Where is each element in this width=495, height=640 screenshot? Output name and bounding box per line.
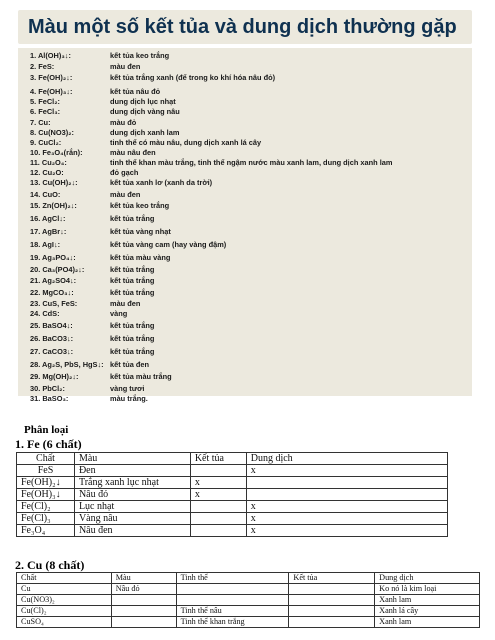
item-description: dung dịch xanh lam: [110, 128, 180, 137]
item-description: kết tủa màu vàng: [110, 253, 171, 262]
table-cell: x: [246, 525, 447, 537]
table-cell: [190, 513, 246, 525]
table-cell: Fe(Cl)₂: [17, 501, 75, 513]
table-row: [17, 489, 448, 501]
item-description: màu đỏ: [110, 118, 137, 127]
table-cell: [289, 595, 375, 606]
cu-table: [16, 572, 480, 628]
table-row: [17, 465, 448, 477]
title-banner: [18, 10, 472, 44]
item-formula: 21. Ag₂SO4↓:: [30, 276, 77, 285]
table-cell: x: [190, 477, 246, 489]
item-description: kết tủa trắng: [110, 214, 155, 223]
item-description: màu đen: [110, 61, 141, 71]
item-formula: 27. CaCO3↓:: [30, 346, 74, 356]
table-cell: Xanh lam: [375, 595, 480, 606]
item-formula: 18. AgI↓:: [30, 240, 61, 249]
item-formula: 30. PbCl₂:: [30, 384, 65, 393]
item-formula: 5. FeCl₂:: [30, 97, 60, 106]
table-cell: x: [246, 465, 447, 477]
table-row: [17, 606, 480, 617]
table-cell: Nâu đỏ: [111, 584, 176, 595]
item-description: vàng: [110, 308, 128, 318]
item-description: kết tủa xanh lơ (xanh da trời): [110, 177, 213, 187]
classification-heading: Phân loại: [24, 424, 69, 436]
item-formula: 17. AgBr↓:: [30, 227, 67, 236]
table-cell: Fe(OH)₂↓: [17, 477, 75, 489]
table-cell: Xanh lam: [375, 617, 480, 628]
fe-table: [16, 452, 448, 537]
header-cell: Dung dịch: [246, 453, 447, 465]
item-formula: 15. Zn(OH)₂↓:: [30, 201, 77, 210]
item-formula: 16. AgCl↓:: [30, 214, 66, 223]
item-description: kết tủa trắng: [110, 288, 155, 297]
header-cell: Dung dịch: [375, 573, 480, 584]
item-formula: 19. Ag₃PO₄↓:: [30, 253, 76, 262]
table-cell: Tinh thể nâu: [176, 606, 289, 617]
table-row: [17, 501, 448, 513]
table-row: [17, 477, 448, 489]
item-description: màu đen: [110, 189, 141, 199]
header-cell: Chất: [17, 573, 112, 584]
table-cell: [111, 617, 176, 628]
table-cell: [246, 477, 447, 489]
item-description: kết tủa màu trắng: [110, 372, 172, 381]
fe-section-heading: 1. Fe (6 chất): [15, 437, 82, 451]
table-cell: [190, 465, 246, 477]
table-cell: [190, 525, 246, 537]
item-formula: 4. Fe(OH)₃↓:: [30, 87, 73, 96]
table-cell: Nâu đen: [74, 525, 190, 537]
table-cell: Cu: [17, 584, 112, 595]
item-formula: 25. BaSO4↓:: [30, 320, 73, 330]
table-cell: Nâu đỏ: [74, 489, 190, 501]
table-cell: [111, 595, 176, 606]
item-description: kết tủa nâu đỏ: [110, 87, 161, 96]
item-formula: 29. Mg(OH)₂↓:: [30, 372, 79, 381]
item-description: kết tủa trắng: [110, 333, 155, 343]
item-description: kết tủa keo trắng: [110, 201, 170, 210]
table-cell: Fe₃O₄: [17, 525, 75, 537]
item-description: màu trắng.: [110, 394, 148, 403]
table-cell: x: [246, 501, 447, 513]
item-formula: 6. FeCl₃:: [30, 107, 61, 116]
item-description: dung dịch vàng nâu: [110, 107, 180, 116]
item-formula: 22. MgCO₃↓:: [30, 288, 74, 297]
header-cell: Màu: [74, 453, 190, 465]
item-formula: 28. Ag₂S, PbS, HgS↓:: [30, 359, 104, 369]
table-cell: CuSO₄: [17, 617, 112, 628]
item-formula: 24. CdS:: [30, 308, 60, 318]
table-cell: Tinh thể khan trắng: [176, 617, 289, 628]
item-formula: 31. BaSO₃:: [30, 394, 69, 403]
item-description: màu đen: [110, 299, 141, 308]
header-cell: Tinh thể: [176, 573, 289, 584]
item-description: kết tủa trắng: [110, 276, 155, 285]
table-cell: Ko nó là kim loại: [375, 584, 480, 595]
item-description: màu nâu đen: [110, 147, 156, 157]
item-description: kết tủa trắng xanh (để trong ko khí hóa nâu đỏ): [110, 73, 276, 82]
item-formula: 26. BaCO3↓:: [30, 333, 74, 343]
table-row: [17, 584, 480, 595]
header-cell: Kết tủa: [289, 573, 375, 584]
table-row: [17, 513, 448, 525]
table-cell: [246, 489, 447, 501]
item-formula: 20. Ca₃(PO4)₂↓:: [30, 264, 85, 274]
item-description: kết tủa keo trắng: [110, 51, 170, 60]
table-row: [17, 595, 480, 606]
table-header-row: [17, 573, 480, 584]
item-formula: 11. Cu₂O₄:: [30, 157, 67, 167]
item-description: dung dịch lục nhạt: [110, 97, 176, 106]
table-cell: FeS: [17, 465, 75, 477]
table-cell: Xanh lá cây: [375, 606, 480, 617]
item-description: tinh thể có màu nâu, dung dịch xanh lá cây: [110, 137, 262, 147]
table-cell: Fe(OH)₃↓: [17, 489, 75, 501]
page-title: Màu một số kết tủa và dung dịch thường gặp: [28, 16, 457, 38]
table-cell: Fe(Cl)₃: [17, 513, 75, 525]
table-cell: Đen: [74, 465, 190, 477]
color-list: [18, 48, 472, 403]
table-cell: Cu(Cl)₂: [17, 606, 112, 617]
table-cell: Vàng nâu: [74, 513, 190, 525]
item-formula: 9. CuCl₂:: [30, 137, 62, 147]
item-formula: 3. Fe(OH)₂↓:: [30, 73, 73, 82]
table-cell: [289, 584, 375, 595]
item-description: kết tủa đen: [110, 359, 150, 369]
header-cell: Chất: [17, 453, 75, 465]
item-formula: 12. Cu₂O:: [30, 167, 64, 177]
table-cell: Lục nhạt: [74, 501, 190, 513]
item-formula: 10. Fe₃O₄(rắn):: [30, 147, 83, 157]
item-formula: 2. FeS:: [30, 61, 55, 71]
item-formula: 1. Al(OH)₃↓:: [30, 51, 71, 60]
item-description: kết tủa vàng cam (hay vàng đậm): [110, 240, 227, 249]
item-description: kết tủa trắng: [110, 320, 155, 330]
item-description: kết tủa trắng: [110, 264, 155, 274]
header-cell: Kết tủa: [190, 453, 246, 465]
header-cell: Màu: [111, 573, 176, 584]
item-formula: 14. CuO:: [30, 189, 61, 199]
table-header-row: [17, 453, 448, 465]
item-formula: 13. Cu(OH)₂↓:: [30, 177, 78, 187]
table-cell: [289, 617, 375, 628]
cu-section-heading: 2. Cu (8 chất): [15, 558, 85, 572]
table-cell: [289, 606, 375, 617]
table-cell: [190, 501, 246, 513]
table-cell: x: [246, 513, 447, 525]
table-cell: Cu(NO3)₂: [17, 595, 112, 606]
table-cell: [176, 595, 289, 606]
item-description: vàng tươi: [110, 384, 145, 393]
item-description: kết tủa vàng nhạt: [110, 227, 171, 236]
table-cell: [111, 606, 176, 617]
item-formula: 8. Cu(NO3)₂:: [30, 128, 74, 137]
table-cell: Trắng xanh lục nhạt: [74, 477, 190, 489]
item-formula: 23. CuS, FeS:: [30, 299, 78, 308]
item-description: tinh thể khan màu trắng, tinh thể ngậm nước màu xanh lam, dung dịch xanh lam: [110, 157, 393, 167]
table-cell: x: [190, 489, 246, 501]
table-row: [17, 525, 448, 537]
table-cell: [176, 584, 289, 595]
item-description: đỏ gạch: [110, 167, 139, 177]
item-description: kết tủa trắng: [110, 346, 155, 356]
item-formula: 7. Cu:: [30, 118, 51, 127]
table-row: [17, 617, 480, 628]
